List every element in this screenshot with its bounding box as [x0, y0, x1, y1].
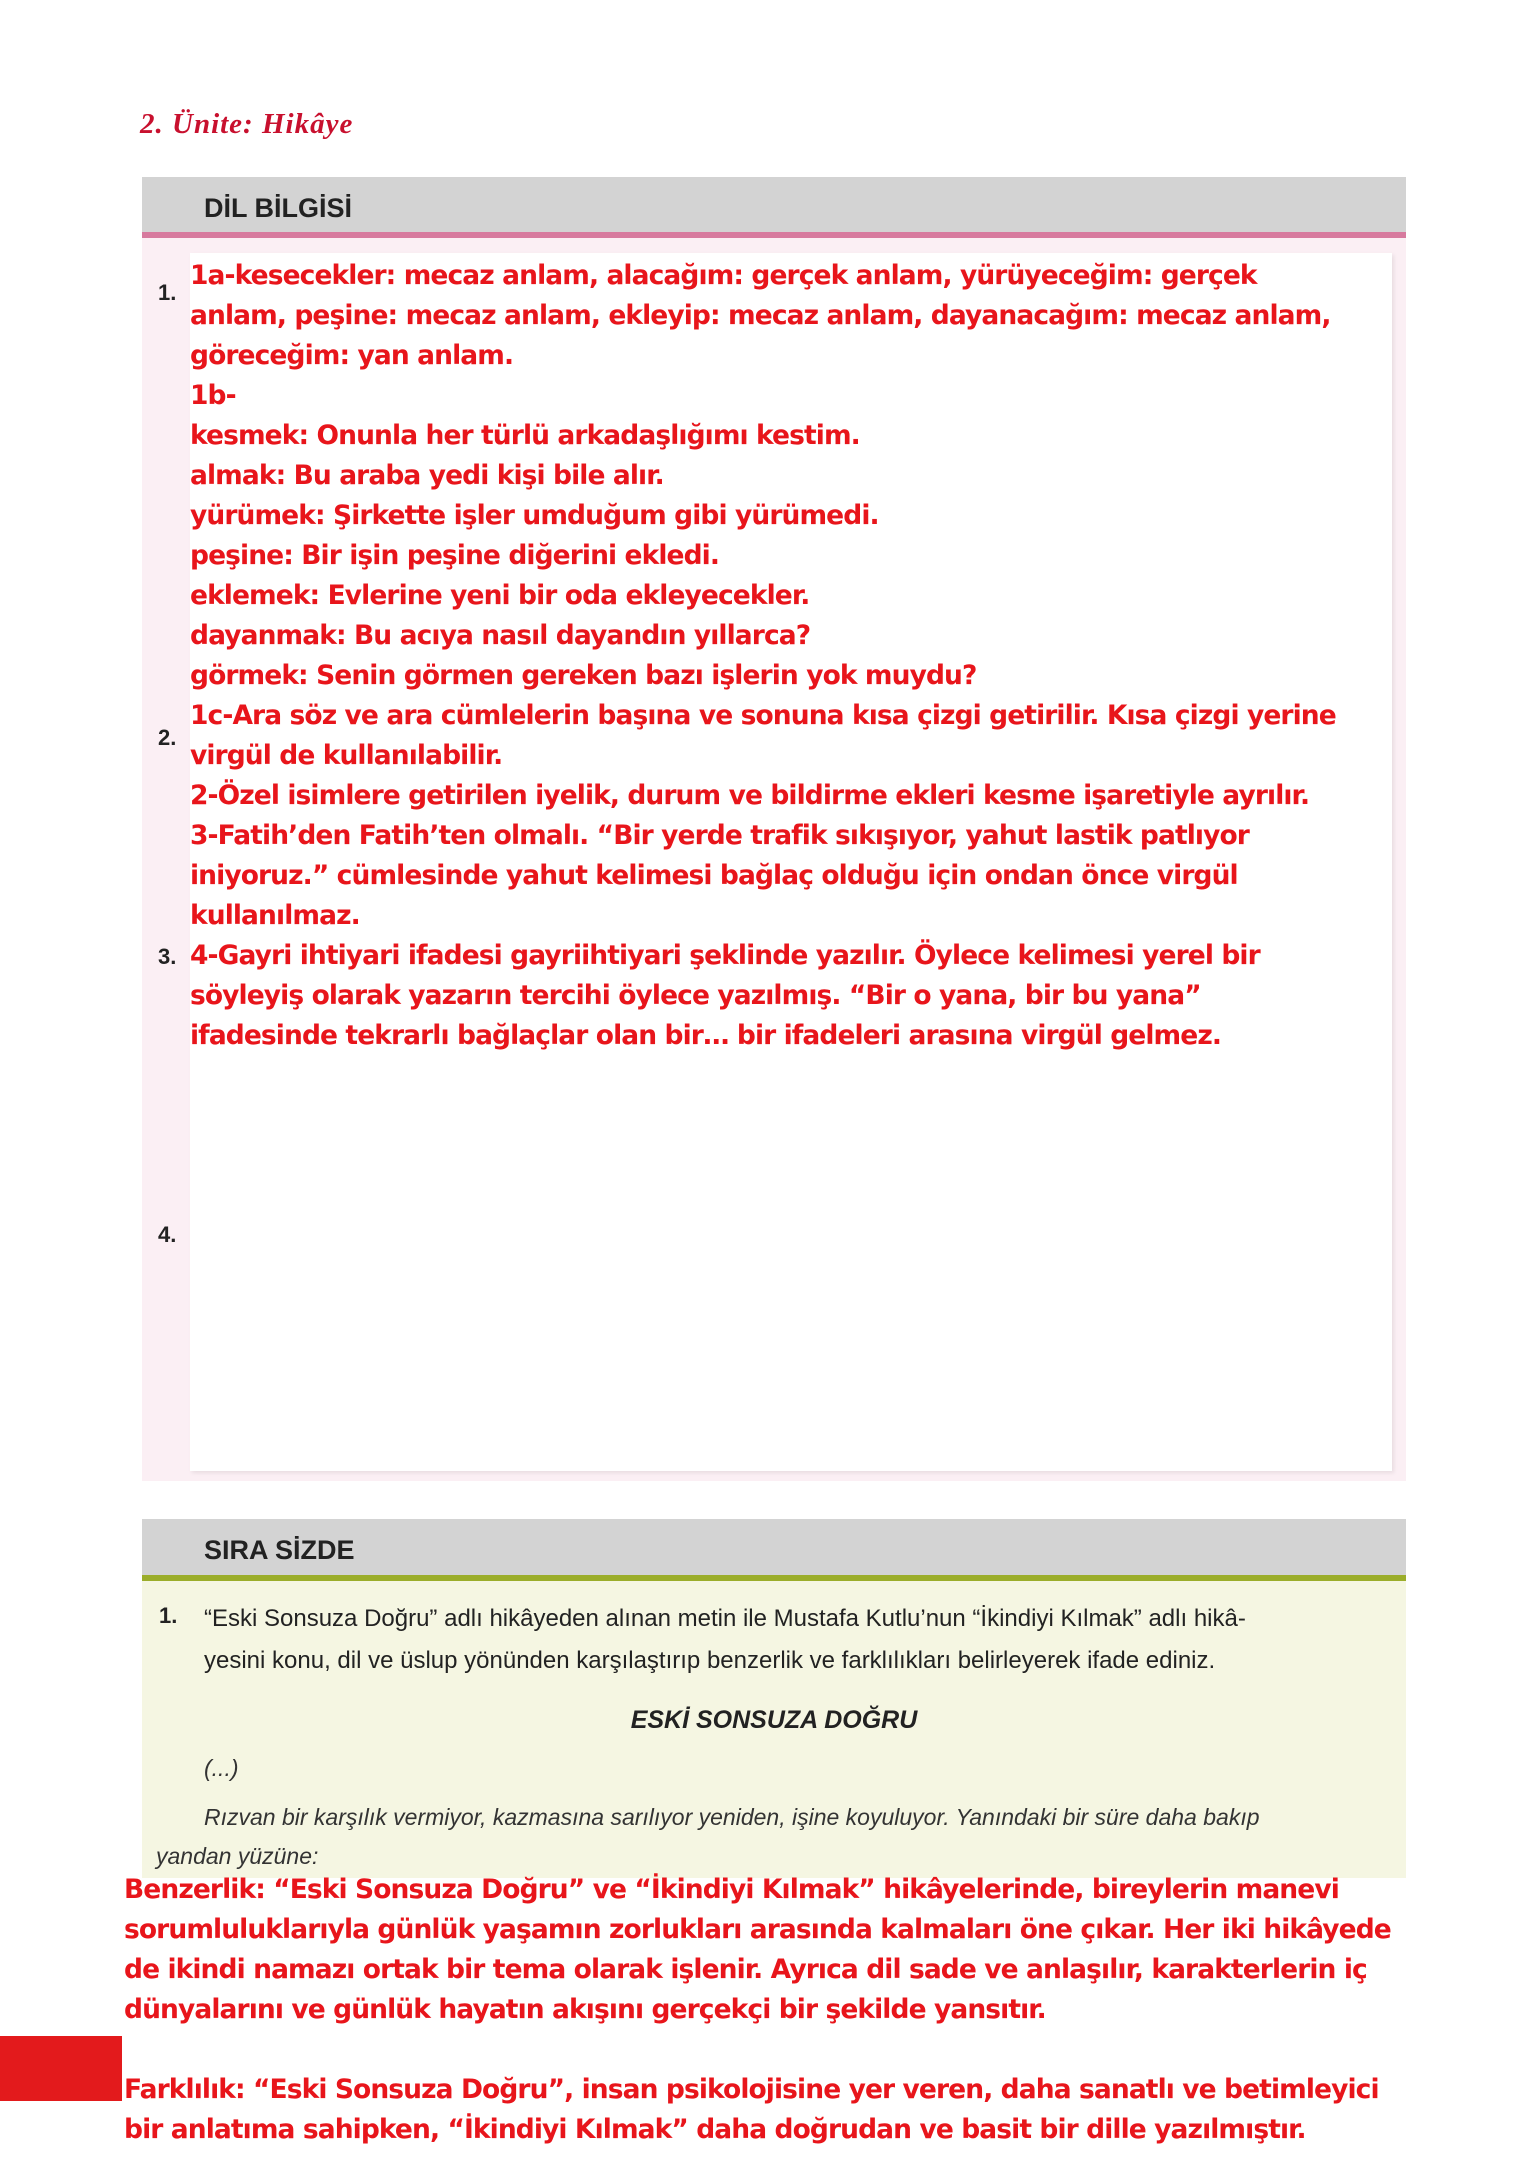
- benzerlik-line: de ikindi namazı ortak bir tema olarak işlenir. Ayrıca dil sade ve anlaşılır, karakterlerin iç: [124, 1954, 1367, 1985]
- answer-line: 1a-kesecekler: mecaz anlam, alacağım: gerçek anlam, yürüyeceğim: gerçek: [190, 260, 1257, 291]
- answer-line: göreceğim: yan anlam.: [190, 340, 514, 371]
- farklilik-line: bir anlatıma sahipken, “İkindiyi Kılmak” daha doğrudan ve basit bir dille yazılmıştır.: [124, 2114, 1306, 2145]
- question-number-2: 2.: [158, 725, 177, 750]
- question-line: “Eski Sonsuza Doğru” adlı hikâyeden alınan metin ile Mustafa Kutlu’nun “İkindiyi Kılmak” adlı hikâ-: [204, 1605, 1246, 1632]
- answer-line: kesmek: Onunla her türlü arkadaşlığımı kestim.: [190, 420, 860, 451]
- answer-line: dayanmak: Bu acıya nasıl dayandın yıllarca?: [190, 620, 811, 651]
- dil-bilgisi-answer: [190, 256, 1395, 1056]
- question-line: yesini konu, dil ve üslup yönünden karşılaştırıp benzerlik ve farklılıkları belirleyerek ifade ediniz.: [204, 1647, 1216, 1674]
- farklilik-line: Farklılık: “Eski Sonsuza Doğru”, insan psikolojisine yer veren, daha sanatlı ve betimleyici: [124, 2074, 1379, 2105]
- answer-line: 2-Özel isimlere getirilen iyelik, durum ve bildirme ekleri kesme işaretiyle ayrılır.: [190, 780, 1310, 811]
- answer-line: 1c-Ara söz ve ara cümlelerin başına ve sonuna kısa çizgi getirilir. Kısa çizgi yerine: [190, 700, 1336, 731]
- unit-title: 2. Ünite: Hikâye: [140, 108, 354, 140]
- answer-line: 1b-: [190, 380, 236, 411]
- sira-sizde-title: SIRA SİZDE: [204, 1535, 355, 1565]
- answer-line: görmek: Senin görmen gereken bazı işlerin yok muydu?: [190, 660, 977, 691]
- story-text-line: Rızvan bir karşılık vermiyor, kazmasına sarılıyor yeniden, işine koyuluyor. Yanındaki bir süre daha bakıp: [204, 1804, 1260, 1830]
- question-number-3: 3.: [158, 944, 177, 969]
- answer-line: eklemek: Evlerine yeni bir oda ekleyecekler.: [190, 580, 810, 611]
- story-ellipsis: (...): [204, 1755, 239, 1781]
- dil-bilgisi-title: DİL BİLGİSİ: [204, 193, 353, 223]
- story-text-line: yandan yüzüne:: [156, 1843, 319, 1869]
- sira-sizde-header: [142, 1519, 1406, 1581]
- sira-question-text: [204, 1598, 1399, 1682]
- answer-line: kullanılmaz.: [190, 900, 360, 931]
- benzerlik-line: dünyalarını ve günlük hayatın akışını gerçekçi bir şekilde yansıtır.: [124, 1994, 1046, 2025]
- paragraph-gap: [124, 2030, 1524, 2070]
- page-corner-tab: [0, 2036, 122, 2101]
- answer-line: 3-Fatih’den Fatih’ten olmalı. “Bir yerde trafik sıkışıyor, yahut lastik patlıyor: [190, 820, 1249, 851]
- benzerlik-line: sorumluluklarıyla günlük yaşamın zorlukları arasında kalmaları öne çıkar. Her iki hikâyede: [124, 1914, 1391, 1945]
- answer-line: virgül de kullanılabilir.: [190, 740, 503, 771]
- answer-line: anlam, peşine: mecaz anlam, ekleyip: mecaz anlam, dayanacağım: mecaz anlam,: [190, 300, 1331, 331]
- story-title: ESKİ SONSUZA DOĞRU: [630, 1706, 918, 1734]
- sira-question-number: 1.: [159, 1603, 178, 1628]
- question-number-4: 4.: [158, 1222, 177, 1247]
- benzerlik-line: Benzerlik: “Eski Sonsuza Doğru” ve “İkindiyi Kılmak” hikâyelerinde, bireylerin manevi: [124, 1874, 1339, 1905]
- dil-bilgisi-header: [142, 177, 1406, 238]
- answer-line: almak: Bu araba yedi kişi bile alır.: [190, 460, 664, 491]
- answer-line: iniyoruz.” cümlesinde yahut kelimesi bağlaç olduğu için ondan önce virgül: [190, 860, 1238, 891]
- comparison-answer: [124, 1870, 1524, 2150]
- answer-line: 4-Gayri ihtiyari ifadesi gayriihtiyari şeklinde yazılır. Öylece kelimesi yerel bir: [190, 940, 1260, 971]
- answer-line: peşine: Bir işin peşine diğerini ekledi.: [190, 540, 720, 571]
- answer-line: söyleyiş olarak yazarın tercihi öylece yazılmış. “Bir o yana, bir bu yana”: [190, 980, 1201, 1011]
- answer-line: yürümek: Şirkette işler umduğum gibi yürümedi.: [190, 500, 879, 531]
- answer-line: ifadesinde tekrarlı bağlaçlar olan bir… bir ifadeleri arasına virgül gelmez.: [190, 1020, 1222, 1051]
- question-number-1: 1.: [158, 280, 177, 305]
